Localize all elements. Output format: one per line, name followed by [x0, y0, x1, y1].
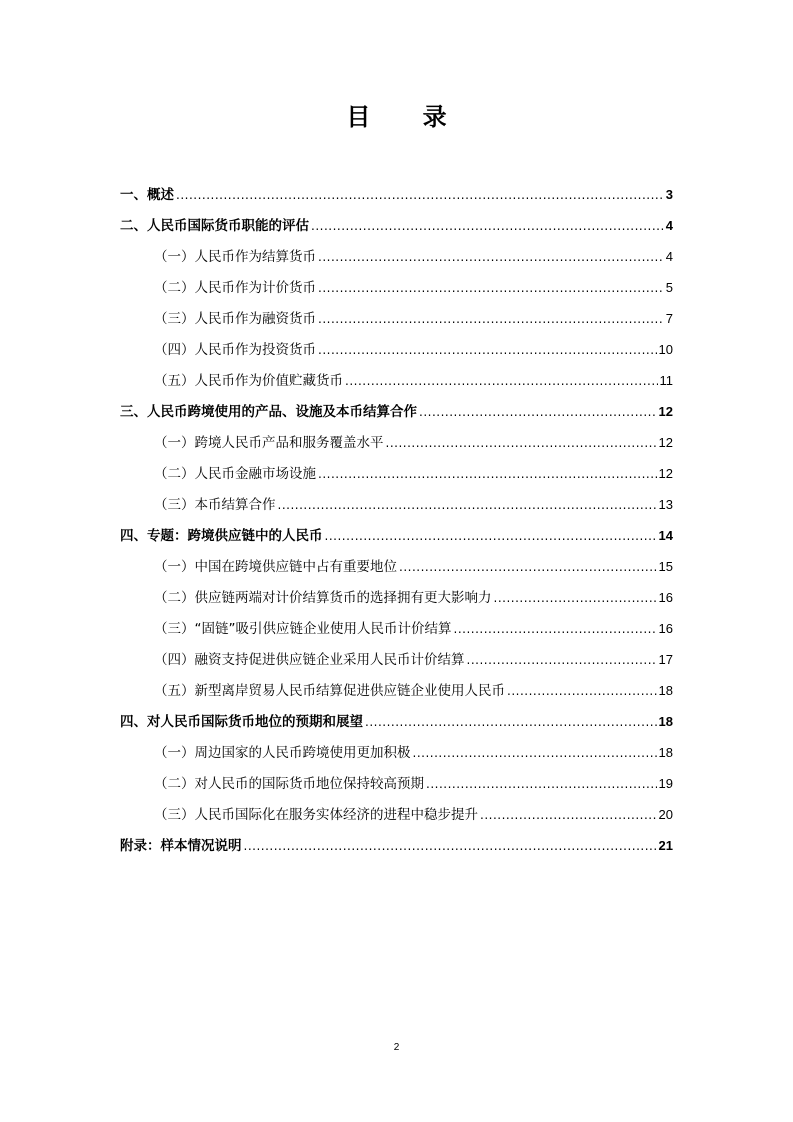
toc-section-entry[interactable]: [120, 710, 673, 741]
toc-dot-leader: [278, 493, 657, 517]
toc-dot-leader: [467, 648, 657, 672]
page-title: 目 录: [346, 103, 469, 131]
toc-dot-leader: [507, 679, 657, 703]
toc-dot-leader: [454, 617, 657, 641]
toc-entry-title: （二）对人民币的国际货币地位保持较高预期: [154, 776, 424, 792]
toc-entry-title: 四、专题：跨境供应链中的人民币: [120, 528, 323, 544]
toc-subsection-entry[interactable]: [120, 245, 673, 276]
toc-entry-title: 一、概述: [120, 187, 174, 203]
toc-entry-page-number: 18: [658, 714, 673, 729]
toc-entry-title: （四）融资支持促进供应链企业采用人民币计价结算: [154, 652, 465, 668]
toc-entry-title: 附录：样本情况说明: [120, 838, 242, 854]
toc-dot-leader: [318, 338, 657, 362]
toc-entry-page-number: 19: [658, 776, 673, 791]
toc-dot-leader: [399, 555, 657, 579]
page-number: 2: [393, 1042, 400, 1053]
toc-entry-title: 三、人民币跨境使用的产品、设施及本币结算合作: [120, 404, 417, 420]
toc-subsection-entry[interactable]: [120, 772, 673, 803]
toc-entry-page-number: 7: [665, 311, 673, 326]
toc-dot-leader: [318, 245, 664, 269]
toc-dot-leader: [318, 462, 657, 486]
toc-dot-leader: [365, 710, 657, 734]
toc-dot-leader: [318, 276, 664, 300]
toc-entry-page-number: 18: [658, 745, 673, 760]
toc-dot-leader: [494, 586, 657, 610]
toc-dot-leader: [386, 431, 657, 455]
toc-entry-page-number: 12: [658, 404, 673, 419]
toc-subsection-entry[interactable]: [120, 679, 673, 710]
toc-subsection-entry[interactable]: [120, 648, 673, 679]
toc-subsection-entry[interactable]: [120, 586, 673, 617]
toc-entry-page-number: 11: [659, 373, 673, 388]
toc-entry-page-number: 13: [658, 497, 673, 512]
toc-entry-page-number: 4: [665, 249, 673, 264]
toc-subsection-entry[interactable]: [120, 493, 673, 524]
toc-dot-leader: [318, 307, 664, 331]
toc-entry-page-number: 20: [658, 807, 673, 822]
table-of-contents: [120, 183, 673, 865]
toc-entry-page-number: 5: [665, 280, 673, 295]
toc-subsection-entry[interactable]: [120, 741, 673, 772]
toc-entry-page-number: 16: [658, 590, 673, 605]
toc-entry-title: （三）本币结算合作: [154, 497, 276, 513]
toc-dot-leader: [176, 183, 664, 207]
toc-dot-leader: [419, 400, 657, 424]
toc-entry-page-number: 18: [658, 683, 673, 698]
toc-subsection-entry[interactable]: [120, 803, 673, 834]
toc-section-entry[interactable]: [120, 183, 673, 214]
toc-subsection-entry[interactable]: [120, 555, 673, 586]
toc-section-entry[interactable]: [120, 214, 673, 245]
toc-entry-title: （五）人民币作为价值贮藏货币: [154, 373, 343, 389]
toc-entry-title: 四、对人民币国际货币地位的预期和展望: [120, 714, 363, 730]
toc-subsection-entry[interactable]: [120, 338, 673, 369]
toc-entry-title: （一）人民币作为结算货币: [154, 249, 316, 265]
toc-dot-leader: [311, 214, 664, 238]
toc-section-entry[interactable]: [120, 400, 673, 431]
toc-entry-page-number: 10: [658, 342, 673, 357]
toc-subsection-entry[interactable]: [120, 307, 673, 338]
toc-section-entry[interactable]: [120, 834, 673, 865]
toc-dot-leader: [480, 803, 657, 827]
toc-subsection-entry[interactable]: [120, 462, 673, 493]
toc-entry-title: （一）中国在跨境供应链中占有重要地位: [154, 559, 397, 575]
toc-entry-page-number: 21: [658, 838, 673, 853]
toc-entry-page-number: 16: [658, 621, 673, 636]
toc-entry-title: （二）人民币作为计价货币: [154, 280, 316, 296]
toc-entry-title: （一）跨境人民币产品和服务覆盖水平: [154, 435, 384, 451]
toc-subsection-entry[interactable]: [120, 617, 673, 648]
toc-entry-title: （五）新型离岸贸易人民币结算促进供应链企业使用人民币: [154, 683, 505, 699]
toc-dot-leader: [325, 524, 657, 548]
toc-entry-page-number: 3: [665, 187, 673, 202]
toc-entry-title: （三）人民币国际化在服务实体经济的进程中稳步提升: [154, 807, 478, 823]
toc-entry-page-number: 15: [658, 559, 673, 574]
toc-entry-page-number: 12: [658, 435, 673, 450]
toc-entry-title: （三）“固链”吸引供应链企业使用人民币计价结算: [154, 621, 452, 637]
toc-entry-title: （四）人民币作为投资货币: [154, 342, 316, 358]
toc-entry-title: （三）人民币作为融资货币: [154, 311, 316, 327]
toc-subsection-entry[interactable]: [120, 431, 673, 462]
toc-dot-leader: [426, 772, 657, 796]
toc-subsection-entry[interactable]: [120, 369, 673, 400]
toc-entry-title: 二、人民币国际货币职能的评估: [120, 218, 309, 234]
toc-entry-page-number: 12: [658, 466, 673, 481]
toc-entry-title: （二）供应链两端对计价结算货币的选择拥有更大影响力: [154, 590, 492, 606]
toc-entry-page-number: 4: [665, 218, 673, 233]
toc-dot-leader: [413, 741, 657, 765]
toc-subsection-entry[interactable]: [120, 276, 673, 307]
toc-dot-leader: [244, 834, 657, 858]
toc-dot-leader: [345, 369, 658, 393]
toc-entry-title: （二）人民币金融市场设施: [154, 466, 316, 482]
toc-entry-page-number: 14: [658, 528, 673, 543]
toc-section-entry[interactable]: [120, 524, 673, 555]
toc-entry-page-number: 17: [658, 652, 673, 667]
toc-entry-title: （一）周边国家的人民币跨境使用更加积极: [154, 745, 411, 761]
